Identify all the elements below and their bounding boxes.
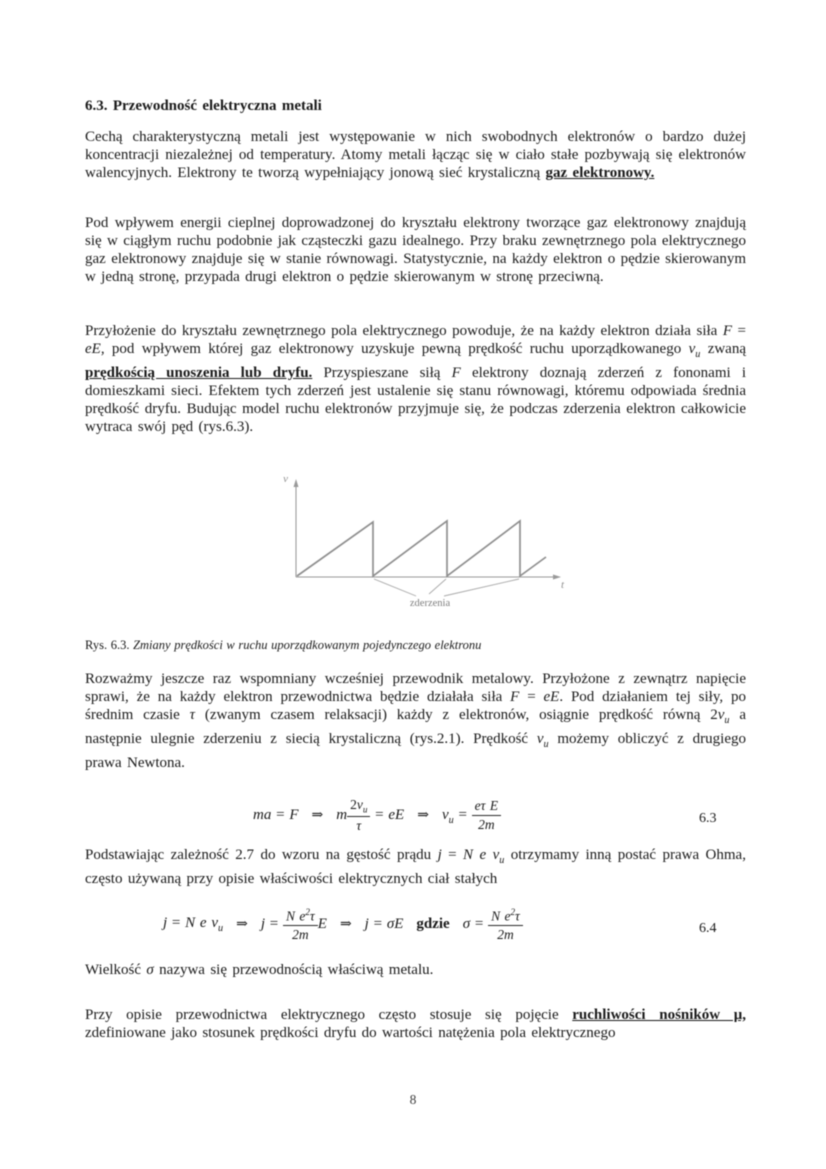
y-axis <box>294 479 299 577</box>
equation-number: 6.4 <box>699 921 717 936</box>
collisions-label: zderzenia <box>409 598 451 609</box>
paragraph-conductor-revisited: Rozważmy jeszcze raz wspomniany wcześniej przewodnik metalowy. Przyłożone z zewnątrz napięcie sprawi, że na każdy elektron przewodnictwa będzie działała siła F = eE. Pod działaniem tej siły, po średnim czasie τ (zwanym czasem relaksacji) każdy z elektronów, osiągnie prędkość równą $2v_u$ a następnie ulegnie zderzeniu z siecią krystaliczną (rys.2.1). Prędkość $v_u$ możemy obliczyć z drugiego prawa Newtona. <box>85 671 746 772</box>
paragraph-drift-velocity: Przyłożenie do kryształu zewnętrznego pola elektrycznego powoduje, że na każdy elektron działa siła F = eE, pod wpływem której gaz elektronowy uzyskuje pewną prędkość ruchu uporządkowanego $v_u$ zwaną prędkością unoszenia lub dryfu. Przyspieszane siłą F elektrony doznają zderzeń z fononami i domieszkami sieci. Efektem tych zderzeń jest ustalenie się stanu równowagi, któremu odpowiada średnia prędkość dryfu. Budując model ruchu elektronów przyjmuje się, że podczas zderzenia elektron całkowicie wytraca swój pęd (rys.6.3). <box>85 323 747 436</box>
figure-caption-text: Zmiany prędkości w ruchu uporządkowanym pojedynczego elektronu <box>129 638 482 652</box>
implies-arrow: ⇒ <box>417 807 429 823</box>
implies-arrow: ⇒ <box>311 807 324 823</box>
fraction: $\frac{N e^2\tau}{2m}$ <box>488 907 523 943</box>
equation-6-3 <box>253 797 501 834</box>
page-number: 8 <box>409 1092 417 1107</box>
eq64-gdzie: gdzie <box>416 916 450 933</box>
sawtooth-trace <box>297 521 546 576</box>
paragraph-mobility: Przy opisie przewodnictwa elektrycznego często stosuje się pojęcie ruchliwości nośników μ, zdefiniowane jako stosunek prędkości dryfu do wartości natężenia pola elektrycznego <box>85 1007 746 1042</box>
eq64-current: j = N e $v_u$ <box>163 915 224 935</box>
section-heading: 6.3. Przewodność elektryczna metali <box>85 98 322 114</box>
x-axis-label: t <box>561 579 565 591</box>
eq63-newton: ma = F <box>253 806 299 823</box>
paragraph-intro: Cechą charakterystyczną metali jest występowanie w nich swobodnych elektronów o bardzo dużej koncentracji niezależnej od temperatury. Atomy metali łącząc się w ciało stałe pozbywają się elektronów walencyjnych. Elektrony te tworzą wypełniający jonową sieć krystaliczną gaz elektronowy. <box>85 129 746 182</box>
eq63-middle: m $\frac{2v_u}{\tau}$ = eE <box>336 797 405 834</box>
figure-caption <box>85 636 746 654</box>
eq64-sigma: σ = $\frac{N e^2\tau}{2m}$ <box>463 907 523 943</box>
y-axis-label: v <box>283 473 288 485</box>
equation-number: 6.3 <box>699 811 717 826</box>
equation-6-4 <box>163 907 523 943</box>
paragraph-sigma-definition: Wielkość σ nazywa się przewodnością właściwą metalu. <box>85 962 434 978</box>
fraction: $\frac{N e^2\tau}{2m}$ <box>283 907 318 943</box>
implies-arrow: ⇒ <box>339 917 352 933</box>
fraction: $\frac{2v_u}{\tau}$ <box>347 797 370 834</box>
eq64-ohm: j = σE <box>364 916 404 933</box>
collision-callout-lines <box>374 579 519 596</box>
eq64-middle: j = $\frac{N e^2\tau}{2m}$ E <box>260 907 327 943</box>
implies-arrow: ⇒ <box>236 917 248 933</box>
eq63-result: $v_u$ = $\frac{\text{eτ E}}{2m}$ <box>442 798 501 832</box>
fraction: $\frac{\text{eτ E}}{2m}$ <box>472 798 501 832</box>
paragraph-current-density: Podstawiając zależność 2.7 do wzoru na gęstość prądu j = N e $v_u$ otrzymamy inną postać prawa Ohma, często używaną przy opisie właściwości elektrycznych ciał stałych <box>85 847 746 888</box>
figure-velocity-sawtooth <box>230 466 620 634</box>
paragraph-thermal-motion: Pod wpływem energii cieplnej doprowadzonej do kryształu elektrony tworzące gaz elektronowy znajdują się w ciągłym ruchu podobnie jak cząsteczki gazu idealnego. Przy braku zewnętrznego pola elektrycznego gaz elektronowy znajduje się w stanie równowagi. Statystycznie, na każdy elektron o pędzie skierowanym w jedną stronę, przypada drugi elektron o pędzie skierowanym w stronę przeciwną. <box>85 215 746 286</box>
figure-caption-number: Rys. 6.3. <box>85 638 130 652</box>
